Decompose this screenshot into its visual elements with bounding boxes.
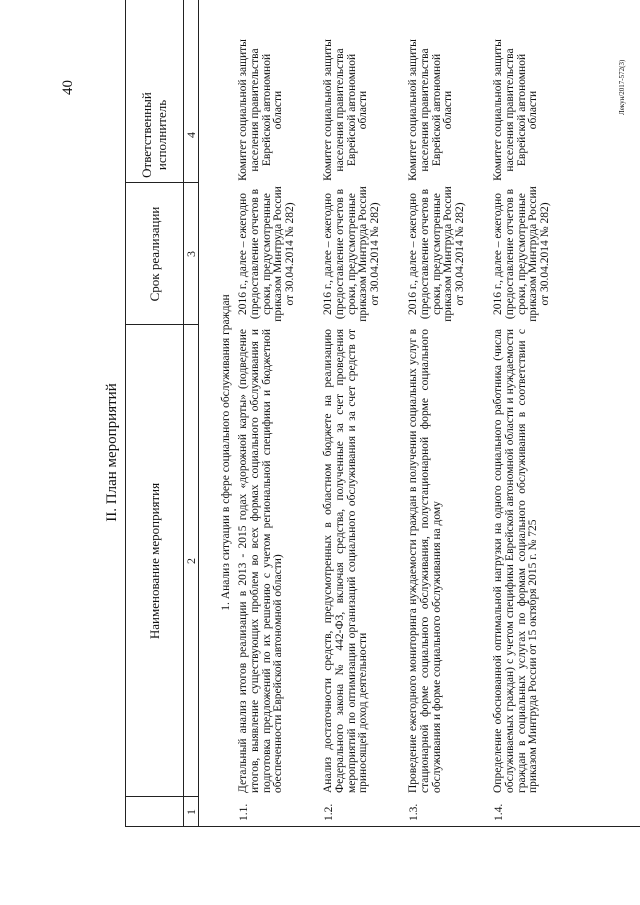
column-number-4: 4: [184, 132, 198, 138]
row-2-number: 1.2.: [323, 803, 335, 821]
row-3-responsible: Комитет социальной защиты населения правительства Еврейской автономной области: [407, 39, 455, 181]
page-number: 40: [60, 80, 76, 95]
document-code: Лекун/2017-572(3): [618, 59, 626, 115]
row-2-description: Анализ достаточности средств, предусмотренных в областном бюджете на реализацию Федерального закона № 442-ФЗ, включая средства, полученные за счет проведения мероприятий по оптимизации организаций социального обслуживания и за счет средств от приносящей доход деятельности: [322, 329, 370, 793]
section-title: II. План мероприятий: [104, 383, 120, 522]
row-4-description: Определение обоснованной оптимальной нагрузки на одного социального работника (числа обслуживаемых граждан) с учетом специфики Еврейской автономной области и нуждаемости граждан в социальных услугах по формам социального обслуживания в соответствии с приказом Минтруда России от 15 октября 2015 г. № 725: [492, 329, 540, 793]
row-3-term: 2016 г., далее – ежегодно (предоставление отчетов в сроки, предусмотренные приказом Минтруда России от 30.04.2014 № 282): [407, 186, 467, 322]
row-4-number: 1.4.: [493, 803, 505, 821]
subsection-title: 1. Анализ ситуации в сфере социального обслуживания граждан: [220, 294, 232, 611]
table-left-border: [125, 826, 640, 827]
row-1-responsible: Комитет социальной защиты населения правительства Еврейской автономной области: [237, 39, 285, 181]
column-number-2: 2: [184, 558, 198, 564]
header-col-3: Срок реализации: [146, 206, 162, 302]
header-col-2: Наименование мероприятия: [146, 482, 162, 640]
row-3-number: 1.3.: [408, 803, 420, 821]
row-4-term: 2016 г., далее – ежегодно (предоставление отчетов в сроки, предусмотренные приказом Минтруда России от 30.04.2014 № 282): [492, 186, 552, 322]
row-2-term: 2016 г., далее – ежегодно (предоставление отчетов в сроки, предусмотренные приказом Минтруда России от 30.04.2014 № 282): [322, 186, 382, 322]
row-4-responsible: Комитет социальной защиты населения правительства Еврейской автономной области: [492, 39, 540, 181]
header-col-1: [125, 797, 183, 827]
row-3-description: Проведение ежегодного мониторинга нуждаемости граждан в получении социальных услуг в стационарной форме социального обслуживания, полустационарной форме социального обслуживания и форме социального обслуживания на дому: [407, 329, 443, 793]
row-1-term: 2016 г., далее – ежегодно (предоставление отчетов в сроки, предусмотренные приказом Минтруда России от 30.04.2014 № 282): [237, 186, 297, 322]
header-col-4: Ответственный исполнитель: [139, 92, 169, 178]
row-2-responsible: Комитет социальной защиты населения правительства Еврейской автономной области: [322, 39, 370, 181]
column-number-1: 1: [184, 809, 198, 815]
column-number-3: 3: [184, 251, 198, 257]
row-1-number: 1.1.: [238, 803, 250, 821]
row-1-description: Детальный анализ итогов реализации в 2013 - 2015 годах «дорожной карты» (подведение итогов, выявление существующих проблем во всех формах социального обслуживания и подготовка предложений по их решению с учетом региональной специфики и бюджетной обеспеченности Еврейской автономной области): [237, 329, 285, 793]
